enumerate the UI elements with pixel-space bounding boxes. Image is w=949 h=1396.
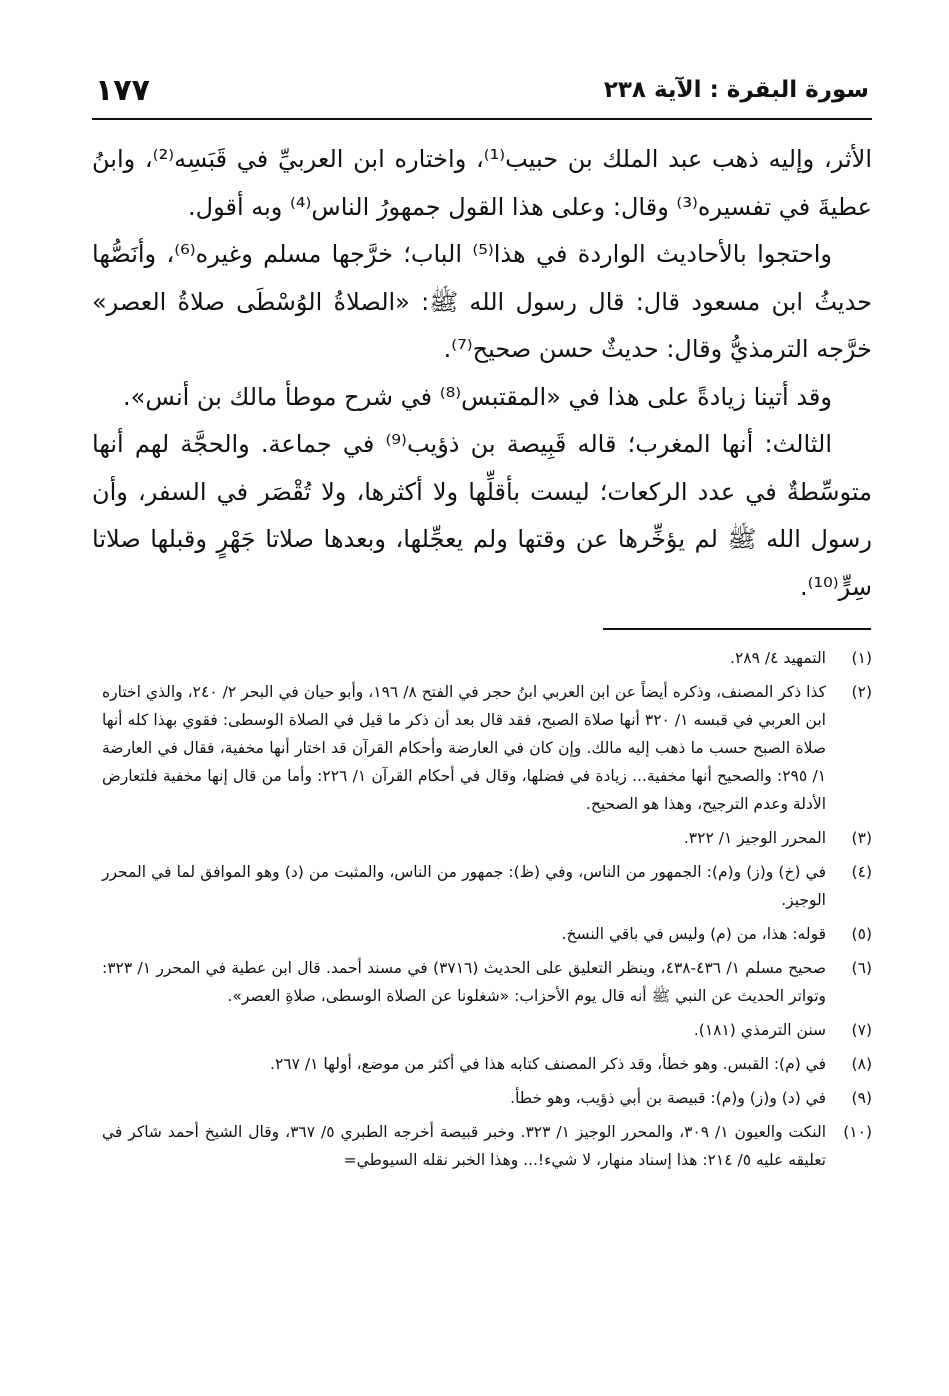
footnote-text: النكت والعيون ١/ ٣٠٩، والمحرر الوجيز ١/ ٣٢٣. وخبر قبيصة أخرجه الطبري ٥/ ٣٦٧، وقال الشيخ أحمد شاكر في تعليقه عليه ٥/ ٢١٤: هذا إسناد منهار، لا شيء!... وهذا الخبر نقله السيوطي= [102,1123,827,1169]
footnotes [102,644,872,1180]
footnote-number: (٥) [851,925,872,943]
footnote-item [102,824,872,852]
footnote-item [102,644,872,672]
footnote-item [102,678,872,818]
body-paragraph-4: الثالث: أنها المغرب؛ قاله قَبِيصة بن ذؤيب⁽⁹⁾ في جماعة. والحجَّة لهم أنها متوسِّطةٌ في عدد الركعات؛ ليست بأقلِّها ولا أكثرها، ولا تُقْصَر في السفر، وأن رسول الله ﷺ لم يؤخِّرها عن وقتها ولم يعجِّلها، وبعدها صلاتا جَهْرٍ وقبلها صلاتا سِرٍّ⁽¹⁰⁾. [92,430,872,601]
running-title: سورة البقرة : الآية ٢٣٨ [603,77,869,103]
footnote-number: (٧) [851,1021,872,1039]
footnote-item [102,954,872,1010]
footnote-number: (٦) [851,959,872,977]
footnote-number: (٩) [851,1089,872,1107]
footnote-item [102,1084,872,1112]
footnote-number: (١٠) [843,1123,872,1141]
footnote-item [102,920,872,948]
footnote-text: المحرر الوجيز ١/ ٣٢٢. [683,829,826,847]
footnote-text: كذا ذكر المصنف، وذكره أيضاً عن ابن العربي ابنُ حجر في الفتح ٨/ ١٩٦، وأبو حيان في البحر ٢/ ٢٤٠، والذي اختاره ابن العربي في قبسه ١/ ٣٢٠ أنها صلاة الصبح، فقد قال بعد أن ذكر ما قيل في الصلاة الوسطى: فقوي بهذا كله أنها صلاة الصبح حسب ما ذهب إليه مالك. وإن كان في العارضة وأحكام القرآن قد اختار أنها مخفية، فقال في العارضة ١/ ٢٩٥: والصحيح أنها مخفية... زيادة في فضلها، وقال في أحكام القرآن ١/ ٢٢٦: وأما من قال إنها مخفية فلتعارض الأدلة وعدم الترجيح، وهذا هو الصحيح. [102,683,827,813]
page-number: ١٧٧ [95,72,150,108]
footnote-number: (٢) [851,683,872,701]
footnote-text: صحيح مسلم ١/ ٤٣٦-٤٣٨، وينظر التعليق على الحديث (٣٧١٦) في مسند أحمد. قال ابن عطية في المحرر ١/ ٣٢٣: وتواتر الحديث عن النبي ﷺ أنه قال يوم الأحزاب: «شغلونا عن الصلاة الوسطى، صلاةِ العصر». [102,959,826,1005]
footnote-separator [603,628,871,630]
header-rule [92,118,872,120]
body-paragraph-1: الأثر، وإليه ذهب عبد الملك بن حبيب⁽¹⁾، واختاره ابن العربيِّ في قَبَسِه⁽²⁾، وابنُ عطيةَ في تفسيره⁽³⁾ وقال: وعلى هذا القول جمهورُ الناس⁽⁴⁾ وبه أقول. [92,145,872,221]
main-text [92,136,872,611]
footnote-item [102,1050,872,1078]
footnote-text: سنن الترمذي (١٨١). [693,1021,826,1039]
footnote-text: قوله: هذا، من (م) وليس في باقي النسخ. [561,925,826,943]
footnote-text: في (د) و(ز) و(م): قبيصة بن أبي ذؤيب، وهو خطأ. [510,1089,826,1107]
footnote-number: (٤) [851,863,872,881]
footnote-number: (٣) [851,829,872,847]
footnote-text: التمهيد ٤/ ٢٨٩. [730,649,826,667]
body-paragraph-2: واحتجوا بالأحاديث الواردة في هذا⁽⁵⁾ الباب؛ خرَّجها مسلم وغيره⁽⁶⁾، وأنَصُّها حديثُ ابن مسعود قال: قال رسول الله ﷺ: «الصلاةُ الوُسْطَى صلاةُ العصر» خرَّجه الترمذيُّ وقال: حديثٌ حسن صحيح⁽⁷⁾. [92,240,872,363]
footnote-number: (٨) [851,1055,872,1073]
footnote-text: في (خ) و(ز) و(م): الجمهور من الناس، وفي (ظ): جمهور من الناس، والمثبت من (د) وهو الموافق لما في المحرر الوجيز. [102,863,826,909]
footnote-item [102,1016,872,1044]
footnote-text: في (م): القبس. وهو خطأ، وقد ذكر المصنف كتابه هذا في أكثر من موضع، أولها ١/ ٢٦٧. [270,1055,826,1073]
body-paragraph-3: وقد أتينا زيادةً على هذا في «المقتبس⁽⁸⁾ في شرح موطأ مالك بن أنس». [123,382,832,411]
footnote-item [102,858,872,914]
page-header [95,66,869,114]
footnote-item [102,1118,872,1174]
footnote-number: (١) [851,649,872,667]
